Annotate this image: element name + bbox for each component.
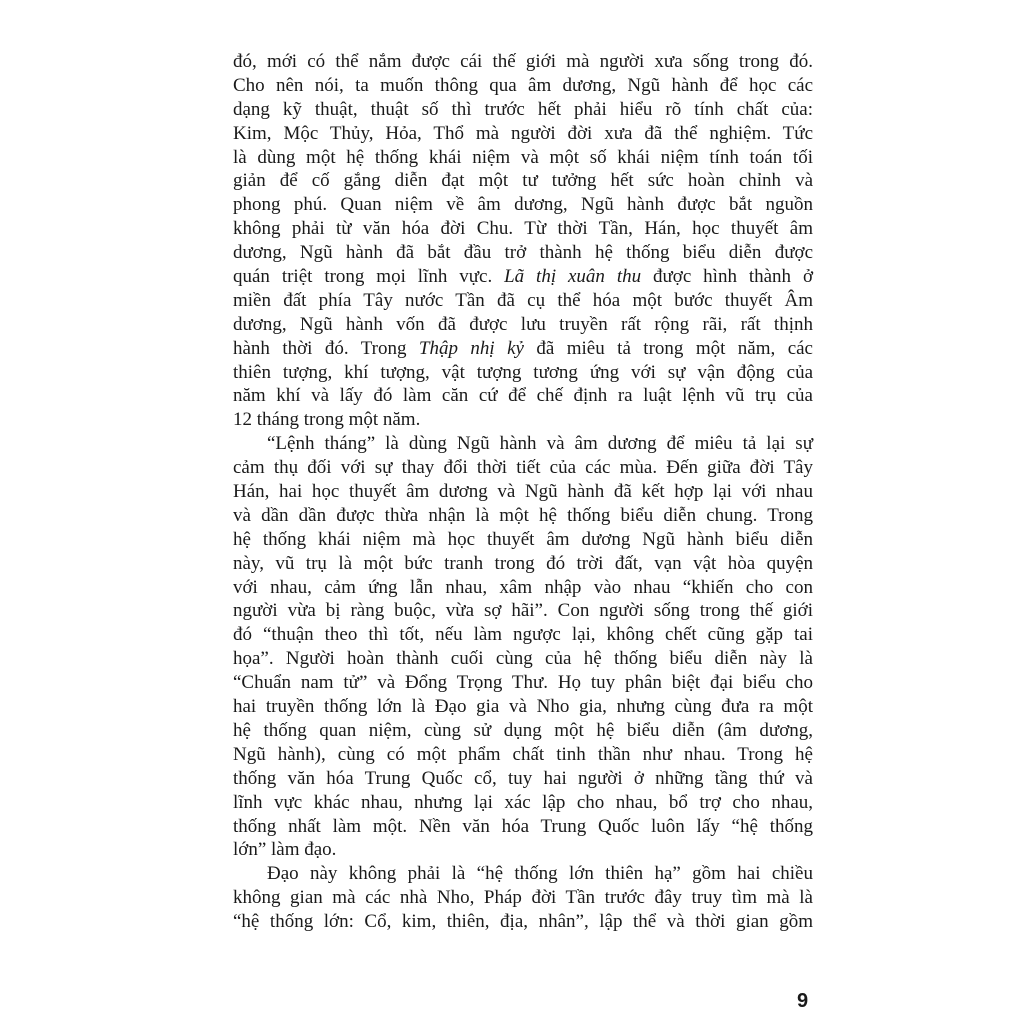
- text-line: phong phú. Quan niệm về âm dương, Ngũ hành được bắt nguồn: [233, 194, 813, 216]
- text-line: “hệ thống lớn: Cổ, kim, thiên, địa, nhân”, lập thể và thời gian gồm: [233, 911, 813, 933]
- text-line: [233, 337, 813, 361]
- text-line: lớn” làm đạo.: [233, 839, 337, 861]
- text-line: “Lệnh tháng” là dùng Ngũ hành và âm dương để miêu tả lại sự: [267, 433, 813, 455]
- text-line: đó “thuận theo thì tốt, nếu làm ngược lại, không chết cũng gặp tai: [233, 624, 813, 646]
- text-line: năm khí và lấy đó làm căn cứ để chế định ra luật lệnh vũ trụ của: [233, 385, 813, 407]
- text-line: là dùng một hệ thống khái niệm và một số khái niệm tính toán tối: [233, 146, 813, 168]
- text-segment: được hình thành ở: [641, 266, 813, 288]
- text-line: hai truyền thống lớn là Đạo gia và Nho gia, nhưng cùng đưa ra một: [233, 696, 813, 718]
- text-line: Đạo này không phải là “hệ thống lớn thiên hạ” gồm hai chiều: [267, 863, 813, 885]
- text-segment: đã miêu tả trong một năm, các: [523, 337, 813, 359]
- text-line: Cho nên nói, ta muốn thông qua âm dương, Ngũ hành để học các: [233, 74, 813, 96]
- body-text: [233, 50, 813, 934]
- paragraph: [233, 50, 813, 432]
- text-line: với nhau, cảm ứng lẫn nhau, xâm nhập vào nhau “khiến cho con: [233, 576, 813, 598]
- italic-title: Thập nhị kỷ: [418, 337, 524, 359]
- text-line: dạng kỹ thuật, thuật số thì trước hết phải hiểu rõ tính chất của:: [233, 98, 813, 120]
- text-line: không phải từ văn hóa đời Chu. Từ thời Tần, Hán, học thuyết âm: [233, 218, 813, 240]
- page-number: 9: [797, 990, 809, 1012]
- text-line: lĩnh vực khác nhau, nhưng lại xác lập cho nhau, bổ trợ cho nhau,: [233, 791, 813, 813]
- text-line: hệ thống quan niệm, cùng sử dụng một hệ biểu diễn (âm dương,: [233, 719, 813, 741]
- text-line: Ngũ hành), cùng có một phẩm chất tinh thần như nhau. Trong hệ: [233, 743, 813, 765]
- text-line: người vừa bị ràng buộc, vừa sợ hãi”. Con người sống trong thế giới: [233, 600, 813, 622]
- text-segment: quán triệt trong mọi lĩnh vực.: [233, 266, 505, 288]
- text-line: 12 tháng trong một năm.: [233, 409, 421, 431]
- text-line: đó, mới có thể nắm được cái thế giới mà người xưa sống trong đó.: [233, 51, 813, 72]
- text-line: dương, Ngũ hành vốn đã được lưu truyền rất rộng rãi, rất thịnh: [233, 313, 813, 335]
- text-line: miền đất phía Tây nước Tần đã cụ thể hóa một bước thuyết Âm: [233, 289, 813, 311]
- text-line: cảm thụ đối với sự thay đổi thời tiết của các mùa. Đến giữa đời Tây: [233, 457, 813, 479]
- text-line: thống văn hóa Trung Quốc cổ, tuy hai người ở những tầng thứ và: [233, 767, 813, 789]
- text-line: họa”. Người hoàn thành cuối cùng của hệ thống biểu diễn này là: [233, 648, 813, 670]
- text-line: “Chuẩn nam tử” và Đổng Trọng Thư. Họ tuy phân biệt đại biểu cho: [233, 672, 813, 694]
- text-line: này, vũ trụ là một bức tranh trong đó trời đất, vạn vật hòa quyện: [233, 552, 813, 574]
- text-line: Kim, Mộc Thủy, Hỏa, Thổ mà người đời xưa đã thể nghiệm. Tức: [233, 122, 813, 144]
- text-line: và dần dần được thừa nhận là một hệ thống biểu diễn chung. Trong: [233, 504, 813, 526]
- text-line: thiên tượng, khí tượng, vật tượng tương ứng với sự vận động của: [233, 361, 813, 383]
- text-line: Hán, hai học thuyết âm dương và Ngũ hành đã kết hợp lại với nhau: [233, 481, 813, 503]
- italic-title: Lã thị xuân thu: [504, 266, 642, 288]
- paragraph: [233, 862, 813, 934]
- text-line: thống nhất làm một. Nền văn hóa Trung Quốc luôn lấy “hệ thống: [233, 815, 813, 837]
- text-segment: hành thời đó. Trong: [233, 337, 419, 359]
- text-line: giản để cố gắng diễn đạt một tư tưởng hết sức hoàn chỉnh và: [233, 170, 813, 192]
- text-line: hệ thống khái niệm mà học thuyết âm dương Ngũ hành biểu diễn: [233, 528, 813, 550]
- paragraph: [233, 432, 813, 862]
- text-line: [233, 265, 813, 289]
- text-line: dương, Ngũ hành đã bắt đầu trở thành hệ thống biểu diễn được: [233, 242, 813, 264]
- text-line: không gian mà các nhà Nho, Pháp đời Tần trước đây truy tìm mà là: [233, 887, 813, 909]
